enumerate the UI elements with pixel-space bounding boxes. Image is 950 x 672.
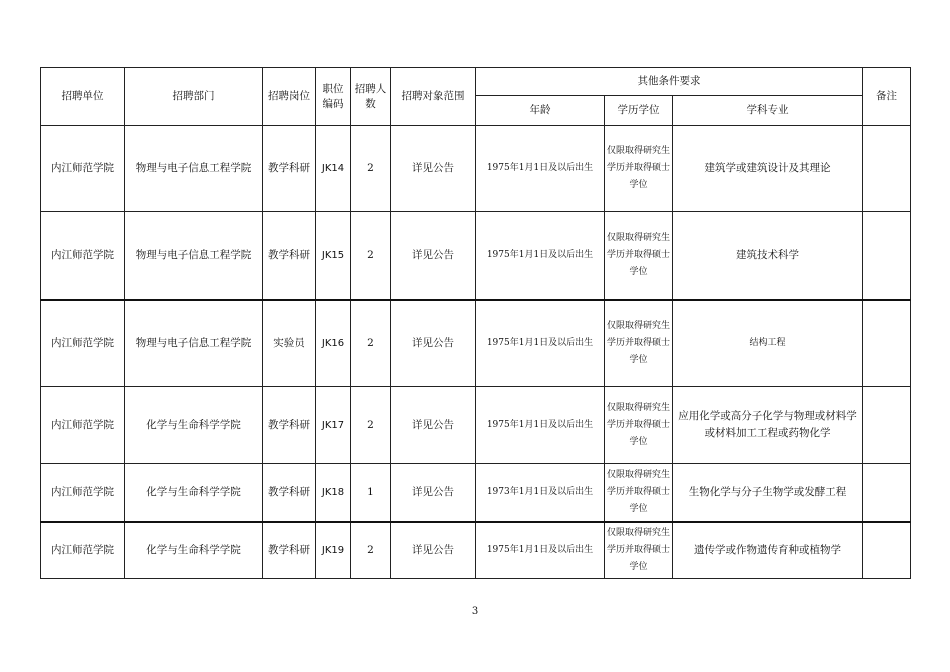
cell-age: 1973年1月1日及以后出生: [476, 464, 605, 522]
cell-dept: 物理与电子信息工程学院: [125, 212, 263, 300]
cell-code: JK17: [316, 387, 351, 464]
header-unit: 招聘单位: [41, 68, 125, 126]
cell-degree: 仅限取得研究生学历并取得硕士学位: [605, 387, 673, 464]
cell-unit: 内江师范学院: [41, 126, 125, 212]
cell-degree: 仅限取得研究生学历并取得硕士学位: [605, 522, 673, 579]
cell-scope: 详见公告: [391, 464, 476, 522]
header-post: 招聘岗位: [263, 68, 316, 126]
table-row: [41, 522, 911, 579]
cell-age: 1975年1月1日及以后出生: [476, 126, 605, 212]
header-major: 学科专业: [673, 96, 863, 126]
cell-count: 1: [351, 464, 391, 522]
header-code: 职位编码: [316, 68, 351, 126]
cell-remark: [863, 300, 911, 387]
recruitment-table: [40, 67, 911, 579]
cell-age: 1975年1月1日及以后出生: [476, 300, 605, 387]
cell-major: 生物化学与分子生物学或发酵工程: [673, 464, 863, 522]
cell-scope: 详见公告: [391, 126, 476, 212]
cell-scope: 详见公告: [391, 387, 476, 464]
cell-remark: [863, 212, 911, 300]
cell-post: 教学科研: [263, 212, 316, 300]
cell-major: 建筑学或建筑设计及其理论: [673, 126, 863, 212]
header-degree: 学历学位: [605, 96, 673, 126]
cell-unit: 内江师范学院: [41, 522, 125, 579]
cell-code: JK19: [316, 522, 351, 579]
cell-scope: 详见公告: [391, 300, 476, 387]
cell-major: 建筑技术科学: [673, 212, 863, 300]
table-row: [41, 464, 911, 522]
table-row: [41, 300, 911, 387]
cell-unit: 内江师范学院: [41, 464, 125, 522]
cell-post: 教学科研: [263, 387, 316, 464]
cell-age: 1975年1月1日及以后出生: [476, 387, 605, 464]
header-row-1: [41, 68, 911, 96]
cell-scope: 详见公告: [391, 212, 476, 300]
cell-post: 教学科研: [263, 126, 316, 212]
cell-major: 结构工程: [673, 300, 863, 387]
recruitment-table-container: [40, 67, 910, 579]
header-scope: 招聘对象范围: [391, 68, 476, 126]
table-row: [41, 126, 911, 212]
cell-degree: 仅限取得研究生学历并取得硕士学位: [605, 300, 673, 387]
cell-scope: 详见公告: [391, 522, 476, 579]
table-row: [41, 387, 911, 464]
cell-unit: 内江师范学院: [41, 387, 125, 464]
cell-remark: [863, 387, 911, 464]
cell-count: 2: [351, 300, 391, 387]
cell-dept: 物理与电子信息工程学院: [125, 126, 263, 212]
cell-unit: 内江师范学院: [41, 212, 125, 300]
cell-degree: 仅限取得研究生学历并取得硕士学位: [605, 126, 673, 212]
cell-unit: 内江师范学院: [41, 300, 125, 387]
header-count: 招聘人数: [351, 68, 391, 126]
cell-code: JK18: [316, 464, 351, 522]
header-age: 年龄: [476, 96, 605, 126]
cell-count: 2: [351, 126, 391, 212]
cell-dept: 化学与生命科学学院: [125, 522, 263, 579]
cell-degree: 仅限取得研究生学历并取得硕士学位: [605, 212, 673, 300]
page-number: 3: [471, 606, 479, 617]
cell-post: 教学科研: [263, 522, 316, 579]
cell-code: JK16: [316, 300, 351, 387]
cell-major: 遗传学或作物遗传育种或植物学: [673, 522, 863, 579]
cell-age: 1975年1月1日及以后出生: [476, 212, 605, 300]
header-other-requirements: 其他条件要求: [476, 68, 863, 96]
cell-dept: 化学与生命科学学院: [125, 464, 263, 522]
cell-count: 2: [351, 387, 391, 464]
table-row: [41, 212, 911, 300]
cell-count: 2: [351, 522, 391, 579]
cell-post: 实验员: [263, 300, 316, 387]
header-dept: 招聘部门: [125, 68, 263, 126]
cell-post: 教学科研: [263, 464, 316, 522]
cell-age: 1975年1月1日及以后出生: [476, 522, 605, 579]
cell-remark: [863, 464, 911, 522]
cell-count: 2: [351, 212, 391, 300]
cell-remark: [863, 522, 911, 579]
cell-degree: 仅限取得研究生学历并取得硕士学位: [605, 464, 673, 522]
cell-code: JK14: [316, 126, 351, 212]
header-remark: 备注: [863, 68, 911, 126]
cell-remark: [863, 126, 911, 212]
cell-major: 应用化学或高分子化学与物理或材料学或材料加工工程或药物化学: [673, 387, 863, 464]
cell-code: JK15: [316, 212, 351, 300]
cell-dept: 化学与生命科学学院: [125, 387, 263, 464]
cell-dept: 物理与电子信息工程学院: [125, 300, 263, 387]
